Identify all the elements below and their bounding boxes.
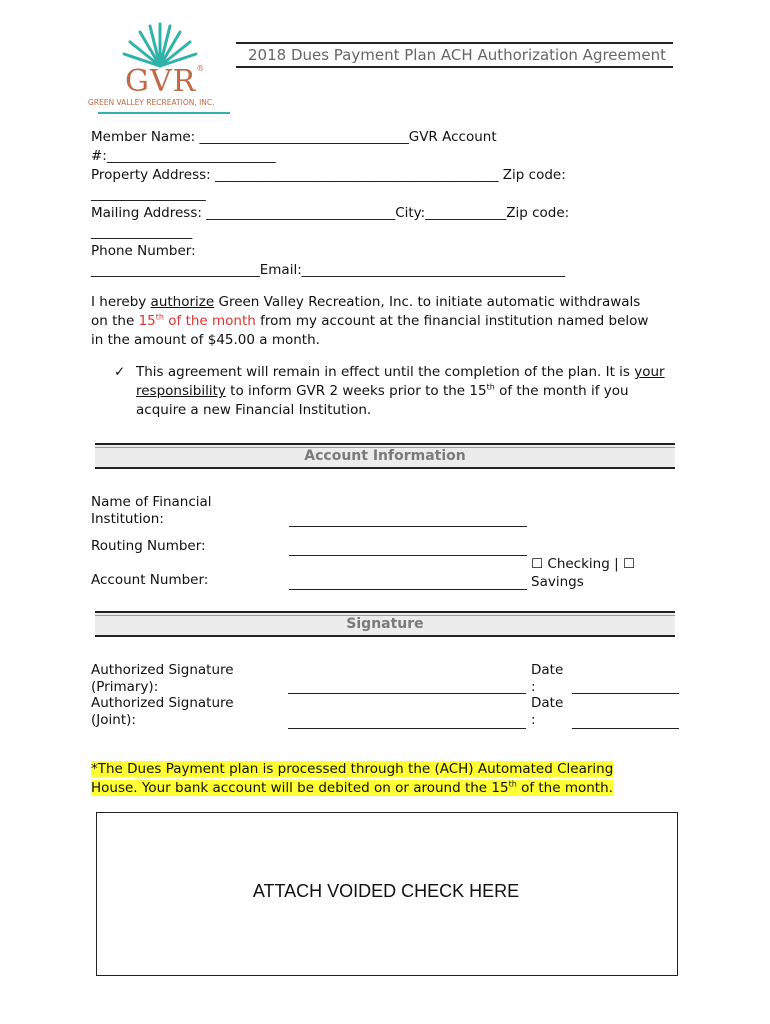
property-address-field[interactable]: Property Address: __________________________________________ Zip code: <box>91 167 566 183</box>
member-name-field[interactable]: Member Name: _______________________________GVR Account <box>91 129 497 145</box>
authorization-line-2: on the 15th of the month from my account at the financial institution named below <box>91 312 649 329</box>
mailing-address-field[interactable]: Mailing Address: ____________________________City:____________Zip code: <box>91 205 570 221</box>
logo-subtitle: GREEN VALLEY RECREATION, INC. <box>88 98 215 107</box>
document-title: 2018 Dues Payment Plan ACH Authorization Agreement <box>236 42 673 68</box>
phone-label: Phone Number: <box>91 243 196 259</box>
primary-signature-input[interactable] <box>288 693 526 694</box>
primary-signature-label: Authorized Signature (Primary): <box>91 662 234 695</box>
ach-notice-line-2: House. Your bank account will be debited on or around the 15th of the month. <box>91 779 613 796</box>
primary-date-input[interactable] <box>572 693 679 694</box>
joint-date-input[interactable] <box>572 728 679 729</box>
ach-notice-line-1: *The Dues Payment plan is processed through the (ACH) Automated Clearing <box>91 761 614 777</box>
bullet-line-3: acquire a new Financial Institution. <box>136 402 372 418</box>
bullet-line-1: This agreement will remain in effect until the completion of the plan. It is your <box>136 364 665 380</box>
mailing-zip-field[interactable]: _______________ <box>91 224 193 240</box>
authorization-line-1: I hereby authorize Green Valley Recreation, Inc. to initiate automatic withdrawals <box>91 294 641 310</box>
voided-check-label: ATTACH VOIDED CHECK HERE <box>252 881 520 901</box>
routing-label: Routing Number: <box>91 538 206 554</box>
routing-number-input[interactable] <box>289 555 527 556</box>
account-info-heading: Account Information <box>95 443 675 469</box>
signature-heading: Signature <box>95 611 675 637</box>
check-mark-icon: ✓ <box>114 364 126 380</box>
logo-wordmark: GVR® <box>125 64 206 99</box>
authorization-line-3: in the amount of $45.00 a month. <box>91 332 320 348</box>
bullet-line-2: responsibility to inform GVR 2 weeks prior to the 15th of the month if you <box>136 382 629 399</box>
fi-label: Name of Financial Institution: <box>91 494 212 527</box>
primary-date-label: Date : <box>531 662 564 695</box>
property-zip-field[interactable]: _________________ <box>91 186 206 202</box>
joint-date-label: Date : <box>531 695 564 728</box>
fi-name-input[interactable] <box>289 526 527 527</box>
phone-email-field[interactable]: _________________________Email:_______________________________________ <box>91 262 566 278</box>
joint-signature-input[interactable] <box>288 728 526 729</box>
account-number-input[interactable] <box>289 589 527 590</box>
gvr-account-field[interactable]: #:_________________________ <box>91 148 276 164</box>
agave-icon <box>120 20 200 68</box>
logo-underline <box>98 112 230 114</box>
account-label: Account Number: <box>91 572 209 588</box>
account-type-checkboxes[interactable]: ☐ Checking | ☐ Savings <box>531 556 636 590</box>
joint-signature-label: Authorized Signature (Joint): <box>91 695 234 728</box>
